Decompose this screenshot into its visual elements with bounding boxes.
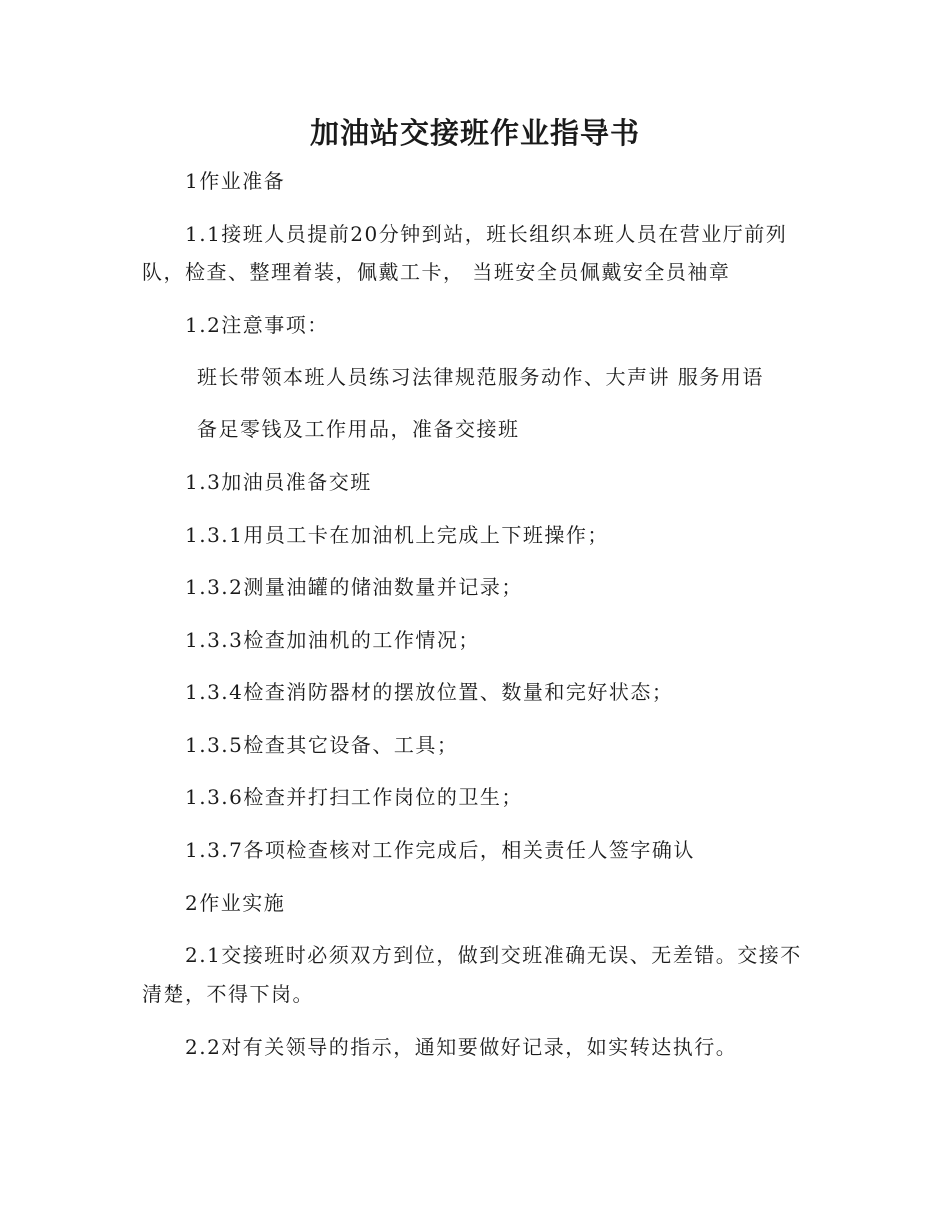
step-1-3-7: 1.3.7各项检查核对工作完成后，相关责任人签字确认: [185, 838, 695, 862]
section-heading-2: 2作业实施: [185, 891, 286, 915]
subheading-1-2: 1.2注意事项：: [185, 313, 329, 337]
paragraph-1-1-line-2: 队，检查、整理着装，佩戴工卡， 当班安全员佩戴安全员袖章: [142, 260, 731, 284]
paragraph-1-1-line-1: 1.1接班人员提前20分钟到站，班长组织本班人员在营业厅前列: [185, 222, 788, 246]
paragraph-2-2: 2.2对有关领导的指示，通知要做好记录，如实转达执行。: [185, 1035, 738, 1059]
step-1-3-5: 1.3.5检查其它设备、工具；: [185, 733, 459, 757]
subheading-1-3: 1.3加油员准备交班: [185, 470, 372, 494]
paragraph-2-1-line-2: 清楚，不得下岗。: [142, 982, 314, 1006]
step-1-3-4: 1.3.4检查消防器材的摆放位置、数量和完好状态；: [185, 680, 674, 704]
note-item-2: 备足零钱及工作用品，准备交接班: [197, 417, 520, 441]
step-1-3-3: 1.3.3检查加油机的工作情况；: [185, 628, 480, 652]
step-1-3-2: 1.3.2测量油罐的储油数量并记录；: [185, 575, 523, 599]
section-heading-1: 1作业准备: [185, 169, 286, 193]
document-title: 加油站交接班作业指导书: [309, 116, 640, 150]
step-1-3-6: 1.3.6检查并打扫工作岗位的卫生；: [185, 785, 523, 809]
note-item-1: 班长带领本班人员练习法律规范服务动作、大声讲 服务用语: [197, 365, 764, 389]
paragraph-2-1-line-1: 2.1交接班时必须双方到位，做到交班准确无误、无差错。交接不: [185, 943, 802, 967]
step-1-3-1: 1.3.1用员工卡在加油机上完成上下班操作；: [185, 523, 609, 547]
